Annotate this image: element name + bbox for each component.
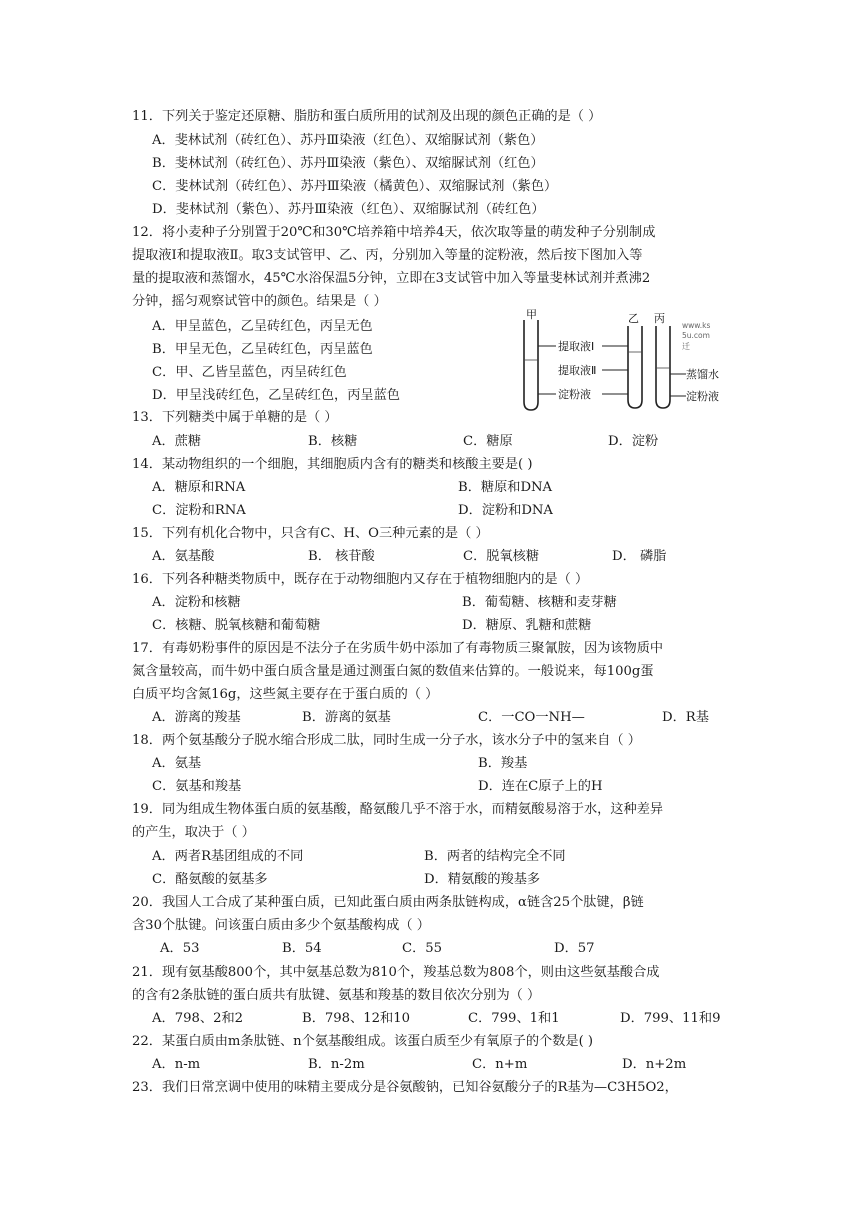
- q17-option-d: D．R基: [662, 710, 709, 725]
- q16-stem: 16．下列各种糖类物质中，既存在于动物细胞内又存在于植物细胞内的是（ ）: [132, 572, 589, 587]
- q22-option-c: C．n+m: [472, 1057, 528, 1072]
- q12-option-a: A．甲呈蓝色，乙呈砖红色，丙呈无色: [152, 319, 373, 334]
- q17-option-a: A．游离的羧基: [152, 710, 241, 725]
- q17-option-b: B．游离的氨基: [302, 710, 391, 725]
- q13-stem: 13．下列糖类中属于单糖的是（ ）: [132, 410, 338, 425]
- q18-option-b: B．羧基: [478, 756, 528, 771]
- q21-stem-line2: 的含有2条肽链的蛋白质共有肽键、氨基和羧基的数目依次分别为（ ）: [132, 988, 541, 1003]
- q16-option-d: D．糖原、乳糖和蔗糖: [462, 618, 592, 633]
- q19-option-b: B．两者的结构完全不同: [424, 849, 566, 864]
- q21-option-d: D．799、11和9: [620, 1011, 721, 1026]
- label-jia: 甲: [526, 308, 537, 321]
- label-extract2: 提取液Ⅱ: [558, 364, 597, 377]
- q20-option-a: A．53: [160, 941, 200, 956]
- q20-stem-line1: 20．我国人工合成了某种蛋白质，已知此蛋白质由两条肽链构成，α链含25个肽键，β链: [132, 895, 644, 910]
- q16-option-b: B．葡萄糖、核糖和麦芽糖: [462, 595, 617, 610]
- label-starch-left: 淀粉液: [558, 388, 591, 401]
- watermark-line1: www.ks: [682, 321, 711, 330]
- q19-option-a: A．两者R基团组成的不同: [152, 849, 304, 864]
- q22-option-d: D．n+2m: [622, 1057, 687, 1072]
- q12-stem-line2: 提取液Ⅰ和提取液Ⅱ。取3支试管甲、乙、丙，分别加入等量的淀粉液，然后按下图加入等: [132, 248, 643, 263]
- q11-option-b: B．斐林试剂（砖红色）、苏丹Ⅲ染液（紫色）、双缩脲试剂（红色）: [152, 156, 544, 171]
- q11-stem: 11．下列关于鉴定还原糖、脂肪和蛋白质所用的试剂及出现的颜色正确的是（ ）: [132, 109, 602, 124]
- q12-stem-line1: 12．将小麦种子分别置于20℃和30℃培养箱中培养4天，依次取等量的萌发种子分别制成: [132, 225, 656, 240]
- q19-stem-line1: 19．同为组成生物体蛋白质的氨基酸，酪氨酸几乎不溶于水，而精氨酸易溶于水，这种差异: [132, 802, 664, 817]
- label-bing: 丙: [654, 312, 665, 325]
- q13-option-d: D．淀粉: [608, 434, 659, 449]
- q22-option-b: B．n-2m: [308, 1057, 365, 1072]
- q12-stem-line4: 分钟，摇匀观察试管中的颜色。结果是（ ）: [132, 294, 387, 309]
- q15-option-b: B． 核苷酸: [308, 549, 375, 564]
- q12-option-d: D．甲呈浅砖红色，乙呈砖红色，丙呈蓝色: [152, 388, 400, 403]
- q21-option-a: A．798、2和2: [152, 1011, 244, 1026]
- q15-option-d: D． 磷脂: [612, 549, 667, 564]
- q18-option-a: A．氨基: [152, 756, 202, 771]
- test-tube-figure: [514, 306, 730, 418]
- q19-option-d: D．精氨酸的羧基多: [424, 872, 541, 887]
- label-starch-right: 淀粉液: [686, 390, 719, 403]
- q16-option-a: A．淀粉和核糖: [152, 595, 241, 610]
- q18-stem: 18．两个氨基酸分子脱水缩合形成二肽，同时生成一分子水，该水分子中的氢来自（ ）: [132, 733, 641, 748]
- q20-option-c: C．55: [402, 941, 443, 956]
- q13-option-a: A．蔗糖: [152, 434, 202, 449]
- q11-option-c: C．斐林试剂（砖红色）、苏丹Ⅲ染液（橘黄色）、双缩脲试剂（紫色）: [152, 179, 558, 194]
- label-extract1: 提取液Ⅰ: [558, 340, 595, 353]
- q17-stem-line3: 白质平均含氮16g，这些氮主要存在于蛋白质的（ ）: [132, 687, 439, 702]
- q21-option-b: B．798、12和10: [302, 1011, 410, 1026]
- watermark-line3: 迁: [682, 342, 690, 351]
- test-tube-diagram: [514, 306, 730, 418]
- label-water: 蒸馏水: [686, 368, 719, 381]
- q11-option-a: A．斐林试剂（砖红色）、苏丹Ⅲ染液（红色）、双缩脲试剂（紫色）: [152, 133, 544, 148]
- q15-option-a: A．氨基酸: [152, 549, 215, 564]
- q14-option-d: D．淀粉和DNA: [458, 503, 553, 518]
- q14-option-b: B．糖原和DNA: [458, 480, 553, 495]
- q20-stem-line2: 含30个肽键。问该蛋白质由多少个氨基酸构成（ ）: [132, 918, 430, 933]
- q19-option-c: C．酪氨酸的氨基多: [152, 872, 268, 887]
- q21-stem-line1: 21．现有氨基酸800个，其中氨基总数为810个，羧基总数为808个，则由这些氨基酸合成: [132, 965, 660, 980]
- q22-stem: 22．某蛋白质由m条肽链、n个氨基酸组成。该蛋白质至少有氧原子的个数是( ): [132, 1034, 594, 1049]
- q16-option-c: C．核糖、脱氧核糖和葡萄糖: [152, 618, 321, 633]
- q12-option-c: C．甲、乙皆呈蓝色，丙呈砖红色: [152, 365, 347, 380]
- q14-option-a: A．糖原和RNA: [152, 480, 246, 495]
- q13-option-b: B．核糖: [308, 434, 358, 449]
- q12-option-b: B．甲呈无色，乙呈砖红色，丙呈蓝色: [152, 342, 373, 357]
- q21-option-c: C．799、1和1: [468, 1011, 560, 1026]
- q15-option-c: C．脱氧核糖: [463, 549, 540, 564]
- q20-option-b: B．54: [282, 941, 322, 956]
- q11-option-d: D．斐林试剂（紫色）、苏丹Ⅲ染液（红色）、双缩脲试剂（砖红色）: [152, 202, 545, 217]
- q22-option-a: A．n-m: [152, 1057, 201, 1072]
- q13-option-c: C．糖原: [463, 434, 513, 449]
- q14-option-c: C．淀粉和RNA: [152, 503, 246, 518]
- q20-option-d: D．57: [554, 941, 595, 956]
- q17-stem-line1: 17．有毒奶粉事件的原因是不法分子在劣质牛奶中添加了有毒物质三聚氰胺，因为该物质中: [132, 641, 664, 656]
- q17-stem-line2: 氮含量较高，而牛奶中蛋白质含量是通过测蛋白氮的数值来估算的。一般说来，每100g蛋: [132, 664, 654, 679]
- q12-stem-line3: 量的提取液和蒸馏水，45℃水浴保温5分钟，立即在3支试管中加入等量斐林试剂并煮沸2: [132, 271, 651, 286]
- label-yi: 乙: [628, 312, 639, 325]
- q18-option-c: C．氨基和羧基: [152, 779, 242, 794]
- watermark-line2: 5u.com: [682, 331, 710, 340]
- q18-option-d: D．连在C原子上的H: [478, 779, 603, 794]
- q17-option-c: C．一CO一NH—: [478, 710, 585, 725]
- q19-stem-line2: 的产生，取决于（ ）: [132, 825, 255, 840]
- q23-stem-line1: 23．我们日常烹调中使用的味精主要成分是谷氨酸钠，已知谷氨酸分子的R基为—C3H5O2，: [132, 1080, 678, 1095]
- q15-stem: 15．下列有机化合物中，只含有C、H、O三种元素的是（ ）: [132, 526, 489, 541]
- q14-stem: 14．某动物组织的一个细胞，其细胞质内含有的糖类和核酸主要是( ): [132, 457, 533, 472]
